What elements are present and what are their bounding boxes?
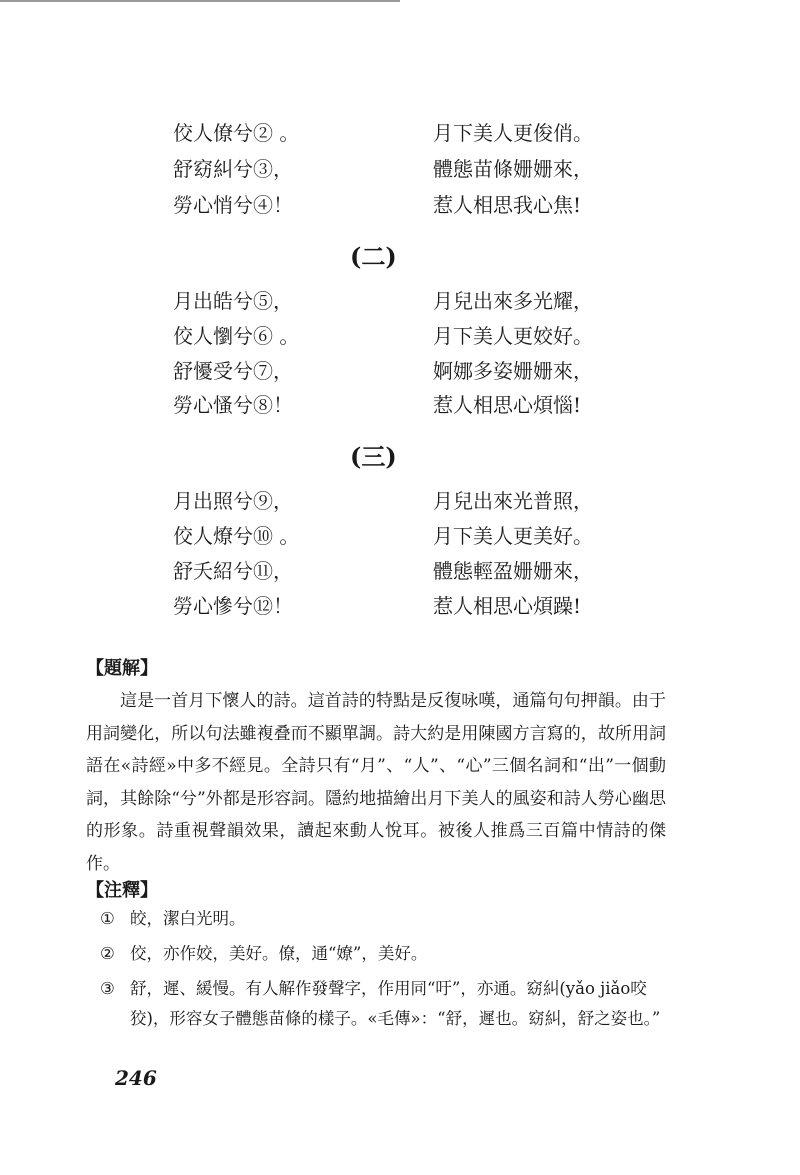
poem-line bbox=[173, 153, 673, 187]
original-line: 舒夭紹兮⑪， bbox=[173, 559, 293, 583]
poem-line bbox=[173, 555, 673, 589]
translation-line: 婀娜多姿姗姗來， bbox=[433, 359, 593, 383]
original-line: 舒懮受兮⑦， bbox=[173, 359, 293, 383]
note-item bbox=[100, 974, 666, 1034]
translation-line: 惹人相思我心焦! bbox=[433, 193, 582, 217]
translation-line: 月下美人更姣好。 bbox=[433, 324, 593, 348]
note-item bbox=[100, 939, 666, 969]
poem-line bbox=[173, 355, 673, 389]
note-number: ② bbox=[100, 944, 115, 963]
poem-line bbox=[173, 189, 673, 223]
poem-line bbox=[173, 320, 673, 354]
original-line: 勞心慘兮⑫！ bbox=[173, 594, 293, 618]
poem-line bbox=[173, 389, 673, 423]
translation-line: 月下美人更俊俏。 bbox=[433, 121, 593, 145]
poem-line bbox=[173, 485, 673, 519]
translation-line: 體態輕盈姗姗來， bbox=[433, 559, 593, 583]
original-line: 佼人僚兮② 。 bbox=[173, 121, 300, 145]
original-line: 勞心悄兮④！ bbox=[173, 193, 293, 217]
original-line: 勞心慅兮⑧！ bbox=[173, 393, 293, 417]
poem-line bbox=[173, 285, 673, 319]
notes-title: 【注釋】 bbox=[86, 880, 158, 901]
translation-line: 惹人相思心煩惱! bbox=[433, 393, 582, 417]
note-item bbox=[100, 904, 666, 934]
original-line: 舒窈糾兮③， bbox=[173, 157, 293, 181]
translation-line: 月兒出來光普照， bbox=[433, 489, 593, 513]
original-line: 月出皓兮⑤， bbox=[173, 289, 293, 313]
note-text: 皎，潔白光明。 bbox=[130, 909, 246, 928]
poem-line bbox=[173, 520, 673, 554]
poem-line bbox=[173, 590, 673, 624]
stanza-heading-2: (二) bbox=[350, 242, 397, 271]
original-line: 佼人燎兮⑩ 。 bbox=[173, 524, 300, 548]
poem-line bbox=[173, 117, 673, 151]
notes-list bbox=[100, 904, 666, 1039]
note-text: 佼，亦作姣，美好。僚，通“嫽”，美好。 bbox=[130, 944, 428, 963]
note-number: ① bbox=[100, 909, 115, 928]
page-number: 246 bbox=[115, 1066, 157, 1090]
translation-line: 月下美人更美好。 bbox=[433, 524, 593, 548]
explanation-text: 這是一首月下懷人的詩。這首詩的特點是反復咏嘆，通篇句句押韻。由于用詞變化，所以句法雖複叠而不顯單調。詩大約是用陳國方言寫的，故所用詞語在«詩經»中多不經見。全詩只有“月”、“人”、“心”三個名詞和“出”一個動詞，其餘除“兮”外都是形容詞。隱約地描繪出月下美人的風姿和詩人勞心幽思的形象。詩重視聲韻效果，讀起來動人悅耳。被後人推爲三百篇中情詩的傑作。 bbox=[86, 691, 666, 874]
stanza-heading-3: (三) bbox=[350, 442, 397, 471]
note-text: 舒，遲、緩慢。有人解作發聲字，作用同“吁”，亦通。窈糾(yǎo jiǎo咬狡)，形容女子體態苗條的樣子。«毛傳»：“舒，遲也。窈糾，舒之姿也。” bbox=[130, 979, 661, 1028]
top-rule bbox=[0, 0, 400, 2]
original-line: 佼人懰兮⑥ 。 bbox=[173, 324, 300, 348]
translation-line: 月兒出來多光耀， bbox=[433, 289, 593, 313]
note-number: ③ bbox=[100, 979, 115, 998]
original-line: 月出照兮⑨， bbox=[173, 489, 293, 513]
translation-line: 惹人相思心煩躁! bbox=[433, 594, 582, 618]
explanation-title: 【題解】 bbox=[86, 658, 158, 679]
translation-line: 體態苗條姗姗來， bbox=[433, 157, 593, 181]
